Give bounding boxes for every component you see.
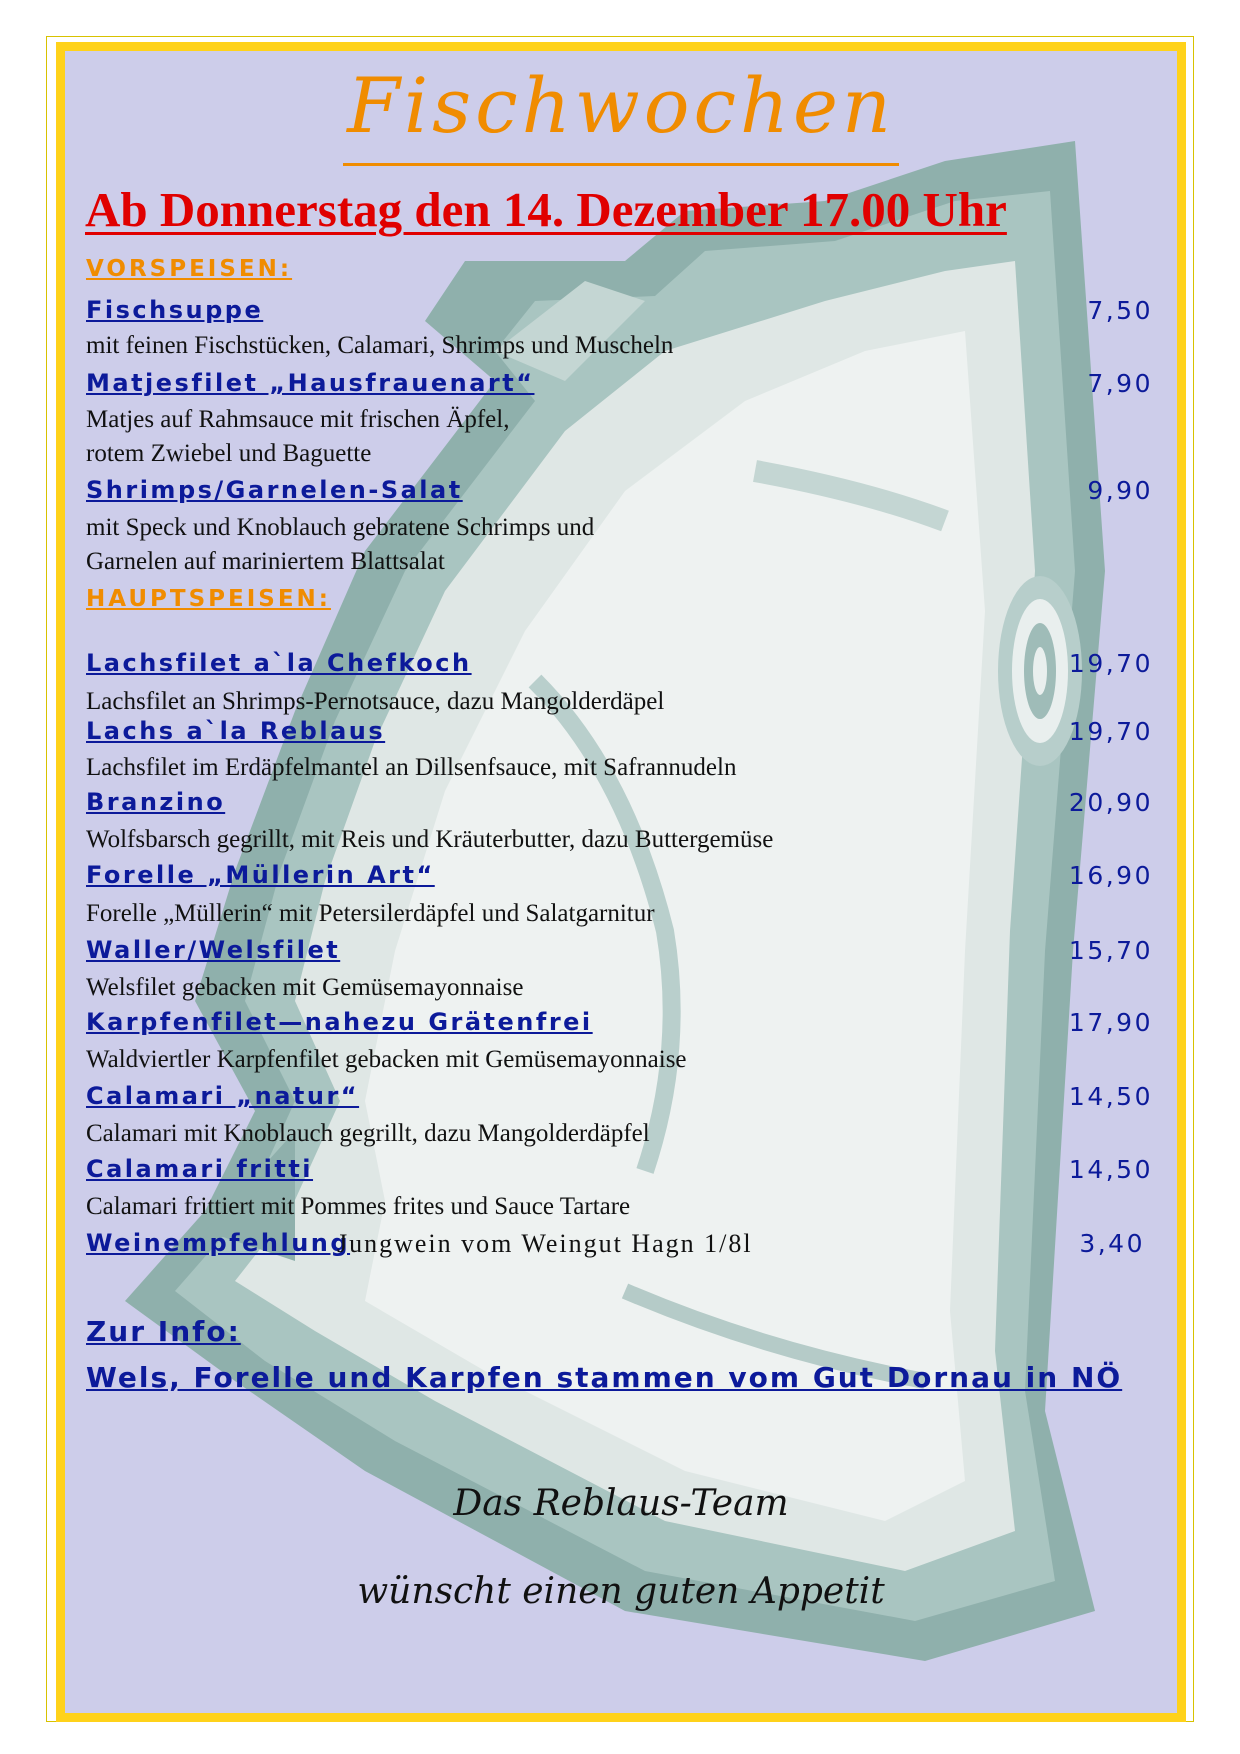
item-price: 15,70 — [1068, 936, 1153, 965]
starters-heading: VORSPEISEN: — [86, 256, 293, 282]
item-description: Matjes auf Rahmsauce mit frischen Äpfel, — [86, 406, 510, 433]
item-description: Lachsfilet im Erdäpfelmantel an Dillsenfsauce, mit Safrannudeln — [86, 754, 737, 781]
signature-team: Das Reblaus-Team — [453, 1483, 789, 1524]
item-description: Calamari mit Knoblauch gegrillt, dazu Mangolderdäpfel — [86, 1120, 650, 1147]
wine-label: Weinempfehlung — [86, 1229, 351, 1257]
title-underline — [343, 163, 899, 166]
item-name: Karpfenfilet—nahezu Grätenfrei — [86, 1008, 593, 1036]
mains-heading: HAUPTSPEISEN: — [86, 586, 331, 612]
menu-frame — [56, 42, 1186, 1722]
item-price: 9,90 — [1087, 476, 1153, 505]
item-name: Forelle „Müllerin Art“ — [86, 861, 435, 889]
menu-content — [65, 51, 1177, 1713]
item-price: 7,90 — [1087, 369, 1153, 398]
item-name: Fischsuppe — [86, 296, 264, 324]
item-name: Waller/Welsfilet — [86, 936, 341, 964]
item-name: Lachsfilet a`la Chefkoch — [86, 649, 472, 677]
item-description: Lachsfilet an Shrimps-Pernotsauce, dazu Mangolderdäpel — [86, 688, 665, 715]
item-name: Branzino — [86, 788, 226, 816]
item-name: Matjesfilet „Hausfrauenart“ — [86, 369, 535, 397]
item-description: mit Speck und Knoblauch gebratene Schrimps und — [86, 514, 595, 541]
item-price: 14,50 — [1068, 1155, 1153, 1184]
item-price: 20,90 — [1068, 788, 1153, 817]
info-heading: Zur Info: — [86, 1315, 241, 1348]
item-price: 7,50 — [1087, 296, 1153, 325]
item-price: 19,70 — [1068, 717, 1153, 746]
event-headline: Ab Donnerstag den 14. Dezember 17.00 Uhr — [85, 182, 1007, 237]
item-description: mit feinen Fischstücken, Calamari, Shrimps und Muscheln — [86, 332, 674, 359]
info-text: Wels, Forelle und Karpfen stammen vom Gut Dornau in NÖ — [86, 1361, 1123, 1394]
item-price: 14,50 — [1068, 1082, 1153, 1111]
wine-description: Jungwein vom Weingut Hagn 1/8l — [337, 1229, 753, 1258]
item-price: 16,90 — [1068, 861, 1153, 890]
menu-title: Fischwochen — [347, 61, 895, 150]
item-description: Calamari frittiert mit Pommes frites und Sauce Tartare — [86, 1193, 631, 1220]
item-name: Calamari „natur“ — [86, 1082, 360, 1110]
item-price: 19,70 — [1068, 649, 1153, 678]
item-price: 17,90 — [1068, 1008, 1153, 1037]
wine-price: 3,40 — [1079, 1229, 1145, 1258]
signature-wish: wünscht einen guten Appetit — [357, 1571, 885, 1612]
item-description: Garnelen auf mariniertem Blattsalat — [86, 548, 445, 575]
item-description: Waldviertler Karpfenfilet gebacken mit Gemüsemayonnaise — [86, 1046, 687, 1073]
item-name: Shrimps/Garnelen-Salat — [86, 476, 463, 504]
item-name: Lachs a`la Reblaus — [86, 717, 386, 745]
item-description: Wolfsbarsch gegrillt, mit Reis und Kräuterbutter, dazu Buttergemüse — [86, 826, 774, 853]
item-name: Calamari fritti — [86, 1155, 314, 1183]
item-description: Welsfilet gebacken mit Gemüsemayonnaise — [86, 974, 524, 1001]
item-description: Forelle „Müllerin“ mit Petersilerdäpfel und Salatgarnitur — [86, 900, 655, 927]
item-description: rotem Zwiebel und Baguette — [86, 440, 372, 467]
